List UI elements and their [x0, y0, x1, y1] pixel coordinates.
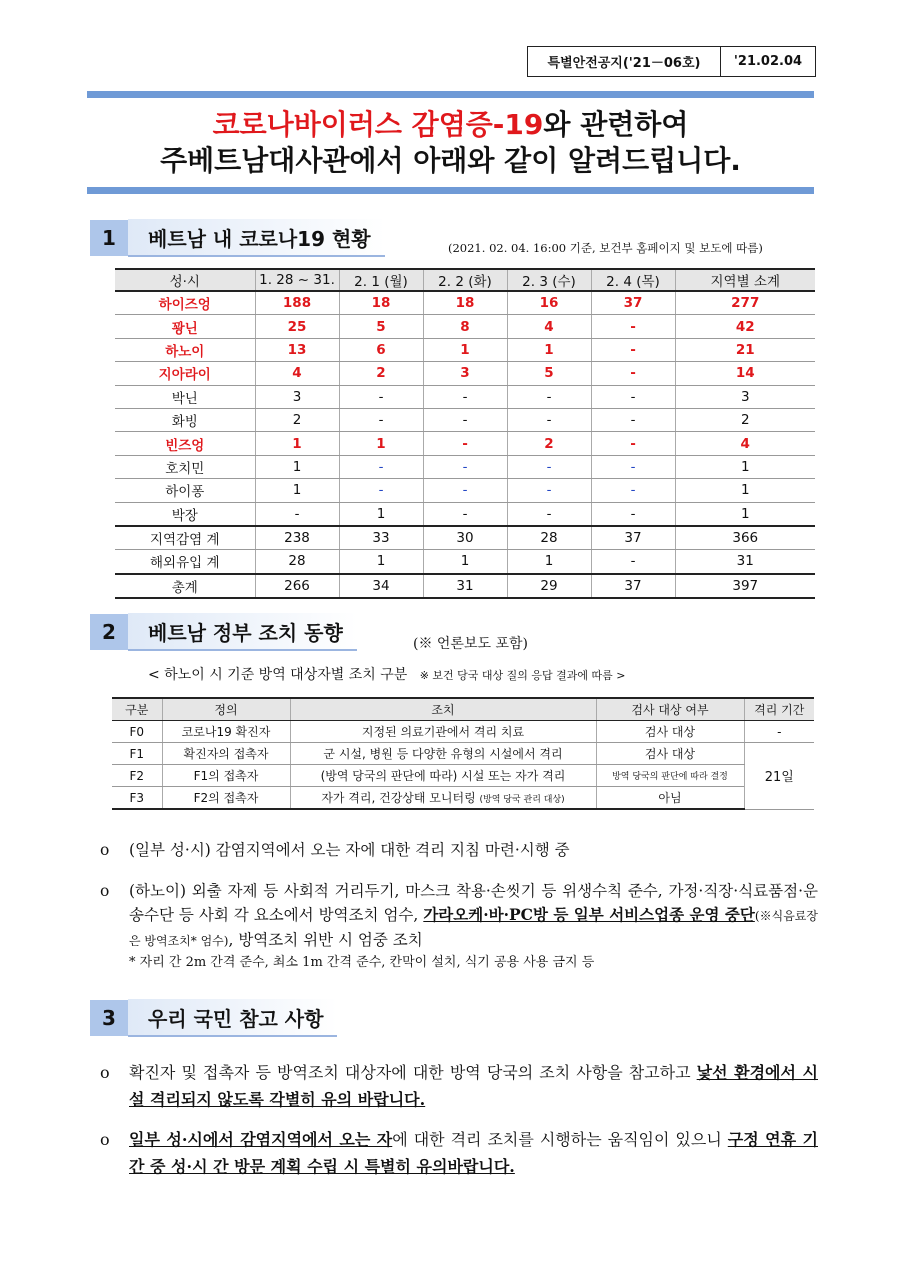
table-cell: F0 [112, 721, 162, 743]
table-cell: 지아라이 [115, 362, 255, 385]
title-line2: 주베트남대사관에서 아래와 같이 알려드립니다. [160, 144, 741, 177]
bullet-2-text [129, 879, 818, 953]
table-row [115, 338, 815, 361]
bullet-1-text: (일부 성·시) 감염지역에서 오는 자에 대한 격리 지침 마련·시행 중 [129, 841, 570, 859]
table-cell: 하노이 [115, 338, 255, 361]
table-cell: F1 [112, 743, 162, 765]
table-cell: 확진자의 접촉자 [162, 743, 290, 765]
table-cell: 13 [255, 338, 339, 361]
table-cell: 2 [255, 408, 339, 431]
table-cell: 1 [255, 479, 339, 502]
table-cell: 37 [591, 526, 675, 550]
column-header: 2. 1 (월) [339, 269, 423, 291]
table-cell: 37 [591, 291, 675, 315]
table-cell: - [339, 385, 423, 408]
table-cell: 코로나19 확진자 [162, 721, 290, 743]
bullet-3 [100, 1059, 818, 1113]
table-cell: 호치민 [115, 455, 255, 478]
table-cell: - [423, 455, 507, 478]
column-header: 2. 3 (수) [507, 269, 591, 291]
table-cell: - [591, 338, 675, 361]
table-cell: 277 [675, 291, 815, 315]
table-cell: 4 [507, 315, 591, 338]
table-cell: 4 [675, 432, 815, 455]
table-row [115, 385, 815, 408]
table-row [112, 721, 814, 743]
table-cell: 37 [591, 574, 675, 598]
table-cell: 2 [507, 432, 591, 455]
table-cell [290, 787, 596, 810]
table-row [115, 408, 815, 431]
table-cell: - [591, 550, 675, 574]
table-cell: 366 [675, 526, 815, 550]
table-cell: - [591, 455, 675, 478]
section1-note: (2021. 02. 04. 16:00 기준, 보건부 홈페이지 및 보도에 따름) [448, 241, 763, 255]
column-header: 2. 4 (목) [591, 269, 675, 291]
table-cell: 3 [255, 385, 339, 408]
table-cell: 박장 [115, 502, 255, 526]
table-cell: 1 [675, 455, 815, 478]
table-cell: 14 [675, 362, 815, 385]
bullet-2-c: , 방역조치 위반 시 엄중 조치 [228, 931, 423, 949]
table-cell: - [591, 315, 675, 338]
table-cell: - [507, 502, 591, 526]
table-cell: 1 [507, 550, 591, 574]
table-cell: 1 [255, 455, 339, 478]
table-cell: - [339, 455, 423, 478]
table-cell: 1 [339, 550, 423, 574]
table-cell: 42 [675, 315, 815, 338]
table-cell: F3 [112, 787, 162, 810]
table-cell: 4 [255, 362, 339, 385]
table-cell: 16 [507, 291, 591, 315]
table-cell: 1 [675, 479, 815, 502]
table-cell: 총계 [115, 574, 255, 598]
bullet-2-footnote: * 자리 간 2m 간격 준수, 최소 1m 간격 준수, 칸막이 설치, 식기 공용 사용 금지 등 [129, 955, 595, 970]
section1-header [90, 219, 385, 257]
table-cell: 21 [675, 338, 815, 361]
table-cell: 1 [675, 502, 815, 526]
table-cell: 아님 [596, 787, 744, 810]
bullet-3-a: 확진자 및 접촉자 등 방역조치 대상자에 대한 방역 당국의 조치 사항을 참고하고 [129, 1063, 697, 1082]
covid-case-table [115, 268, 815, 599]
table-cell: 3 [423, 362, 507, 385]
table-header-row [112, 698, 814, 721]
column-header: 지역별 소계 [675, 269, 815, 291]
table-cell: 검사 대상 [596, 721, 744, 743]
column-header: 격리 기간 [744, 698, 814, 721]
table-row [115, 432, 815, 455]
bullet-2 [100, 879, 818, 973]
table-cell: 25 [255, 315, 339, 338]
section3-title: 우리 국민 참고 사항 [128, 999, 337, 1037]
measures-subnote: ※ 보건 당국 대상 질의 응답 결과에 따름 > [419, 669, 626, 682]
table-cell: 1 [339, 432, 423, 455]
bullet-4-bold: 구정 연휴 기간 중 성·시 간 방문 계획 수립 시 특별히 유의바랍니다. [129, 1130, 818, 1176]
bullet-2-small: (※식음료장은 방역조치* 엄수) [129, 909, 818, 948]
bullet-mark: o [100, 1063, 110, 1082]
table-cell-text: 자가 격리, 건강상태 모니터링 [321, 791, 476, 805]
column-header: 정의 [162, 698, 290, 721]
notice-box [527, 46, 816, 77]
table-total-row [115, 574, 815, 598]
table-cell: 31 [423, 574, 507, 598]
page-title [87, 107, 814, 179]
table-cell: 1 [423, 550, 507, 574]
section2-title: 베트남 정부 조치 동향 [128, 613, 357, 651]
table-cell: 30 [423, 526, 507, 550]
bullet-4-mid: 에 대한 격리 조치를 시행하는 움직임이 있으니 [392, 1130, 728, 1149]
bullet-mark: o [100, 841, 110, 859]
table-cell: 해외유입 계 [115, 550, 255, 574]
table-cell: - [591, 408, 675, 431]
table-cell: 박닌 [115, 385, 255, 408]
table-cell: - [591, 362, 675, 385]
table-header-row [115, 269, 815, 291]
table-cell: - [507, 385, 591, 408]
table-cell: 군 시설, 병원 등 다양한 유형의 시설에서 격리 [290, 743, 596, 765]
bullet-mark: o [100, 882, 110, 900]
bullet-2-underlined: 가라오케·바·PC방 등 일부 서비스업종 운영 중단 [423, 905, 755, 924]
table-cell: F2 [112, 765, 162, 787]
title-bottom-bar [87, 187, 814, 194]
table-cell: 28 [255, 550, 339, 574]
table-cell: 2 [675, 408, 815, 431]
table-cell: - [339, 408, 423, 431]
title-top-bar [87, 91, 814, 98]
table-cell: - [423, 432, 507, 455]
table-cell: 하이즈엉 [115, 291, 255, 315]
table-cell: 3 [675, 385, 815, 408]
table-cell: - [423, 479, 507, 502]
column-header: 2. 2 (화) [423, 269, 507, 291]
table-cell-small: (방역 당국 관리 대상) [479, 795, 565, 805]
table-row [115, 315, 815, 338]
column-header: 성·시 [115, 269, 255, 291]
measures-table [112, 697, 814, 810]
table-cell: - [423, 385, 507, 408]
table-cell: 28 [507, 526, 591, 550]
table-cell: 1 [339, 502, 423, 526]
table-cell: - [339, 479, 423, 502]
table-cell: 266 [255, 574, 339, 598]
table-cell: 5 [339, 315, 423, 338]
bullet-3-bold: 낯선 환경에서 시설 격리되지 않도록 각별히 유의 바랍니다. [129, 1063, 818, 1109]
section3-number: 3 [90, 1000, 128, 1036]
table-cell: F1의 접촉자 [162, 765, 290, 787]
section3-header [90, 999, 337, 1037]
table-cell: 397 [675, 574, 815, 598]
table-row [115, 291, 815, 315]
table-cell: 지역감염 계 [115, 526, 255, 550]
table-row [115, 362, 815, 385]
table-cell: - [507, 408, 591, 431]
table-cell: 188 [255, 291, 339, 315]
table-cell: 34 [339, 574, 423, 598]
bullet-4-text [129, 1126, 818, 1180]
table-cell: F2의 접촉자 [162, 787, 290, 810]
title-rest: 와 관련하여 [543, 108, 689, 141]
table-cell: - [423, 408, 507, 431]
table-cell: 238 [255, 526, 339, 550]
measures-subtitle-text: < 하노이 시 기준 방역 대상자별 조치 구분 [148, 667, 408, 683]
column-header: 구분 [112, 698, 162, 721]
table-cell: 6 [339, 338, 423, 361]
bullet-2-a: (하노이) 외출 자제 등 사회적 거리두기, 마스크 착용·손씻기 등 위생수칙 준수, 가정·직장·식료품점·운송수단 등 사회 각 요소에서 방역조치 엄수, [129, 882, 818, 924]
bullet-3-text [129, 1059, 818, 1113]
table-row [112, 787, 814, 810]
table-row [115, 502, 815, 526]
table-cell: 화빙 [115, 408, 255, 431]
table-cell: - [591, 432, 675, 455]
table-cell: 빈즈엉 [115, 432, 255, 455]
table-cell: 29 [507, 574, 591, 598]
column-header: 검사 대상 여부 [596, 698, 744, 721]
table-cell: 1 [255, 432, 339, 455]
table-row [112, 765, 814, 787]
table-cell: - [507, 455, 591, 478]
column-header: 1. 28 ~ 31. [255, 269, 339, 291]
table-cell: 1 [507, 338, 591, 361]
table-cell: - [507, 479, 591, 502]
table-cell: - [255, 502, 339, 526]
table-cell: 21일 [744, 743, 814, 810]
title-red: 코로나바이러스 감염증-19 [212, 108, 544, 141]
table-cell: 하이퐁 [115, 479, 255, 502]
table-cell: - [423, 502, 507, 526]
table-row [115, 479, 815, 502]
bullet-4-underlined: 일부 성·시에서 감염지역에서 오는 자 [129, 1130, 393, 1149]
section2-header [90, 613, 357, 651]
section2-number: 2 [90, 614, 128, 650]
table-cell: - [744, 721, 814, 743]
section2-note: (※ 언론보도 포함) [413, 636, 528, 652]
table-total-row [115, 550, 815, 574]
table-cell: 33 [339, 526, 423, 550]
bullet-1 [100, 838, 818, 862]
table-row [112, 743, 814, 765]
table-cell: 방역 당국의 판단에 따라 결정 [596, 765, 744, 787]
measures-subtitle [148, 664, 626, 684]
table-total-row [115, 526, 815, 550]
table-cell: 검사 대상 [596, 743, 744, 765]
table-cell: 2 [339, 362, 423, 385]
notice-date: '21.02.04 [733, 54, 803, 69]
table-row [115, 455, 815, 478]
table-cell: 지정된 의료기관에서 격리 치료 [290, 721, 596, 743]
table-cell: - [591, 479, 675, 502]
bullet-4 [100, 1126, 818, 1180]
table-cell: 꽝닌 [115, 315, 255, 338]
section1-title: 베트남 내 코로나19 현황 [128, 219, 385, 257]
table-cell: 8 [423, 315, 507, 338]
table-cell: (방역 당국의 판단에 따라) 시설 또는 자가 격리 [290, 765, 596, 787]
table-cell: 31 [675, 550, 815, 574]
table-cell: 18 [423, 291, 507, 315]
table-cell: - [591, 502, 675, 526]
column-header: 조치 [290, 698, 596, 721]
section1-number: 1 [90, 220, 128, 256]
table-cell: 5 [507, 362, 591, 385]
table-cell: 18 [339, 291, 423, 315]
table-cell: - [591, 385, 675, 408]
notice-label: 특별안전공지('21－06호) [528, 47, 721, 76]
table-cell: 1 [423, 338, 507, 361]
bullet-mark: o [100, 1130, 110, 1149]
